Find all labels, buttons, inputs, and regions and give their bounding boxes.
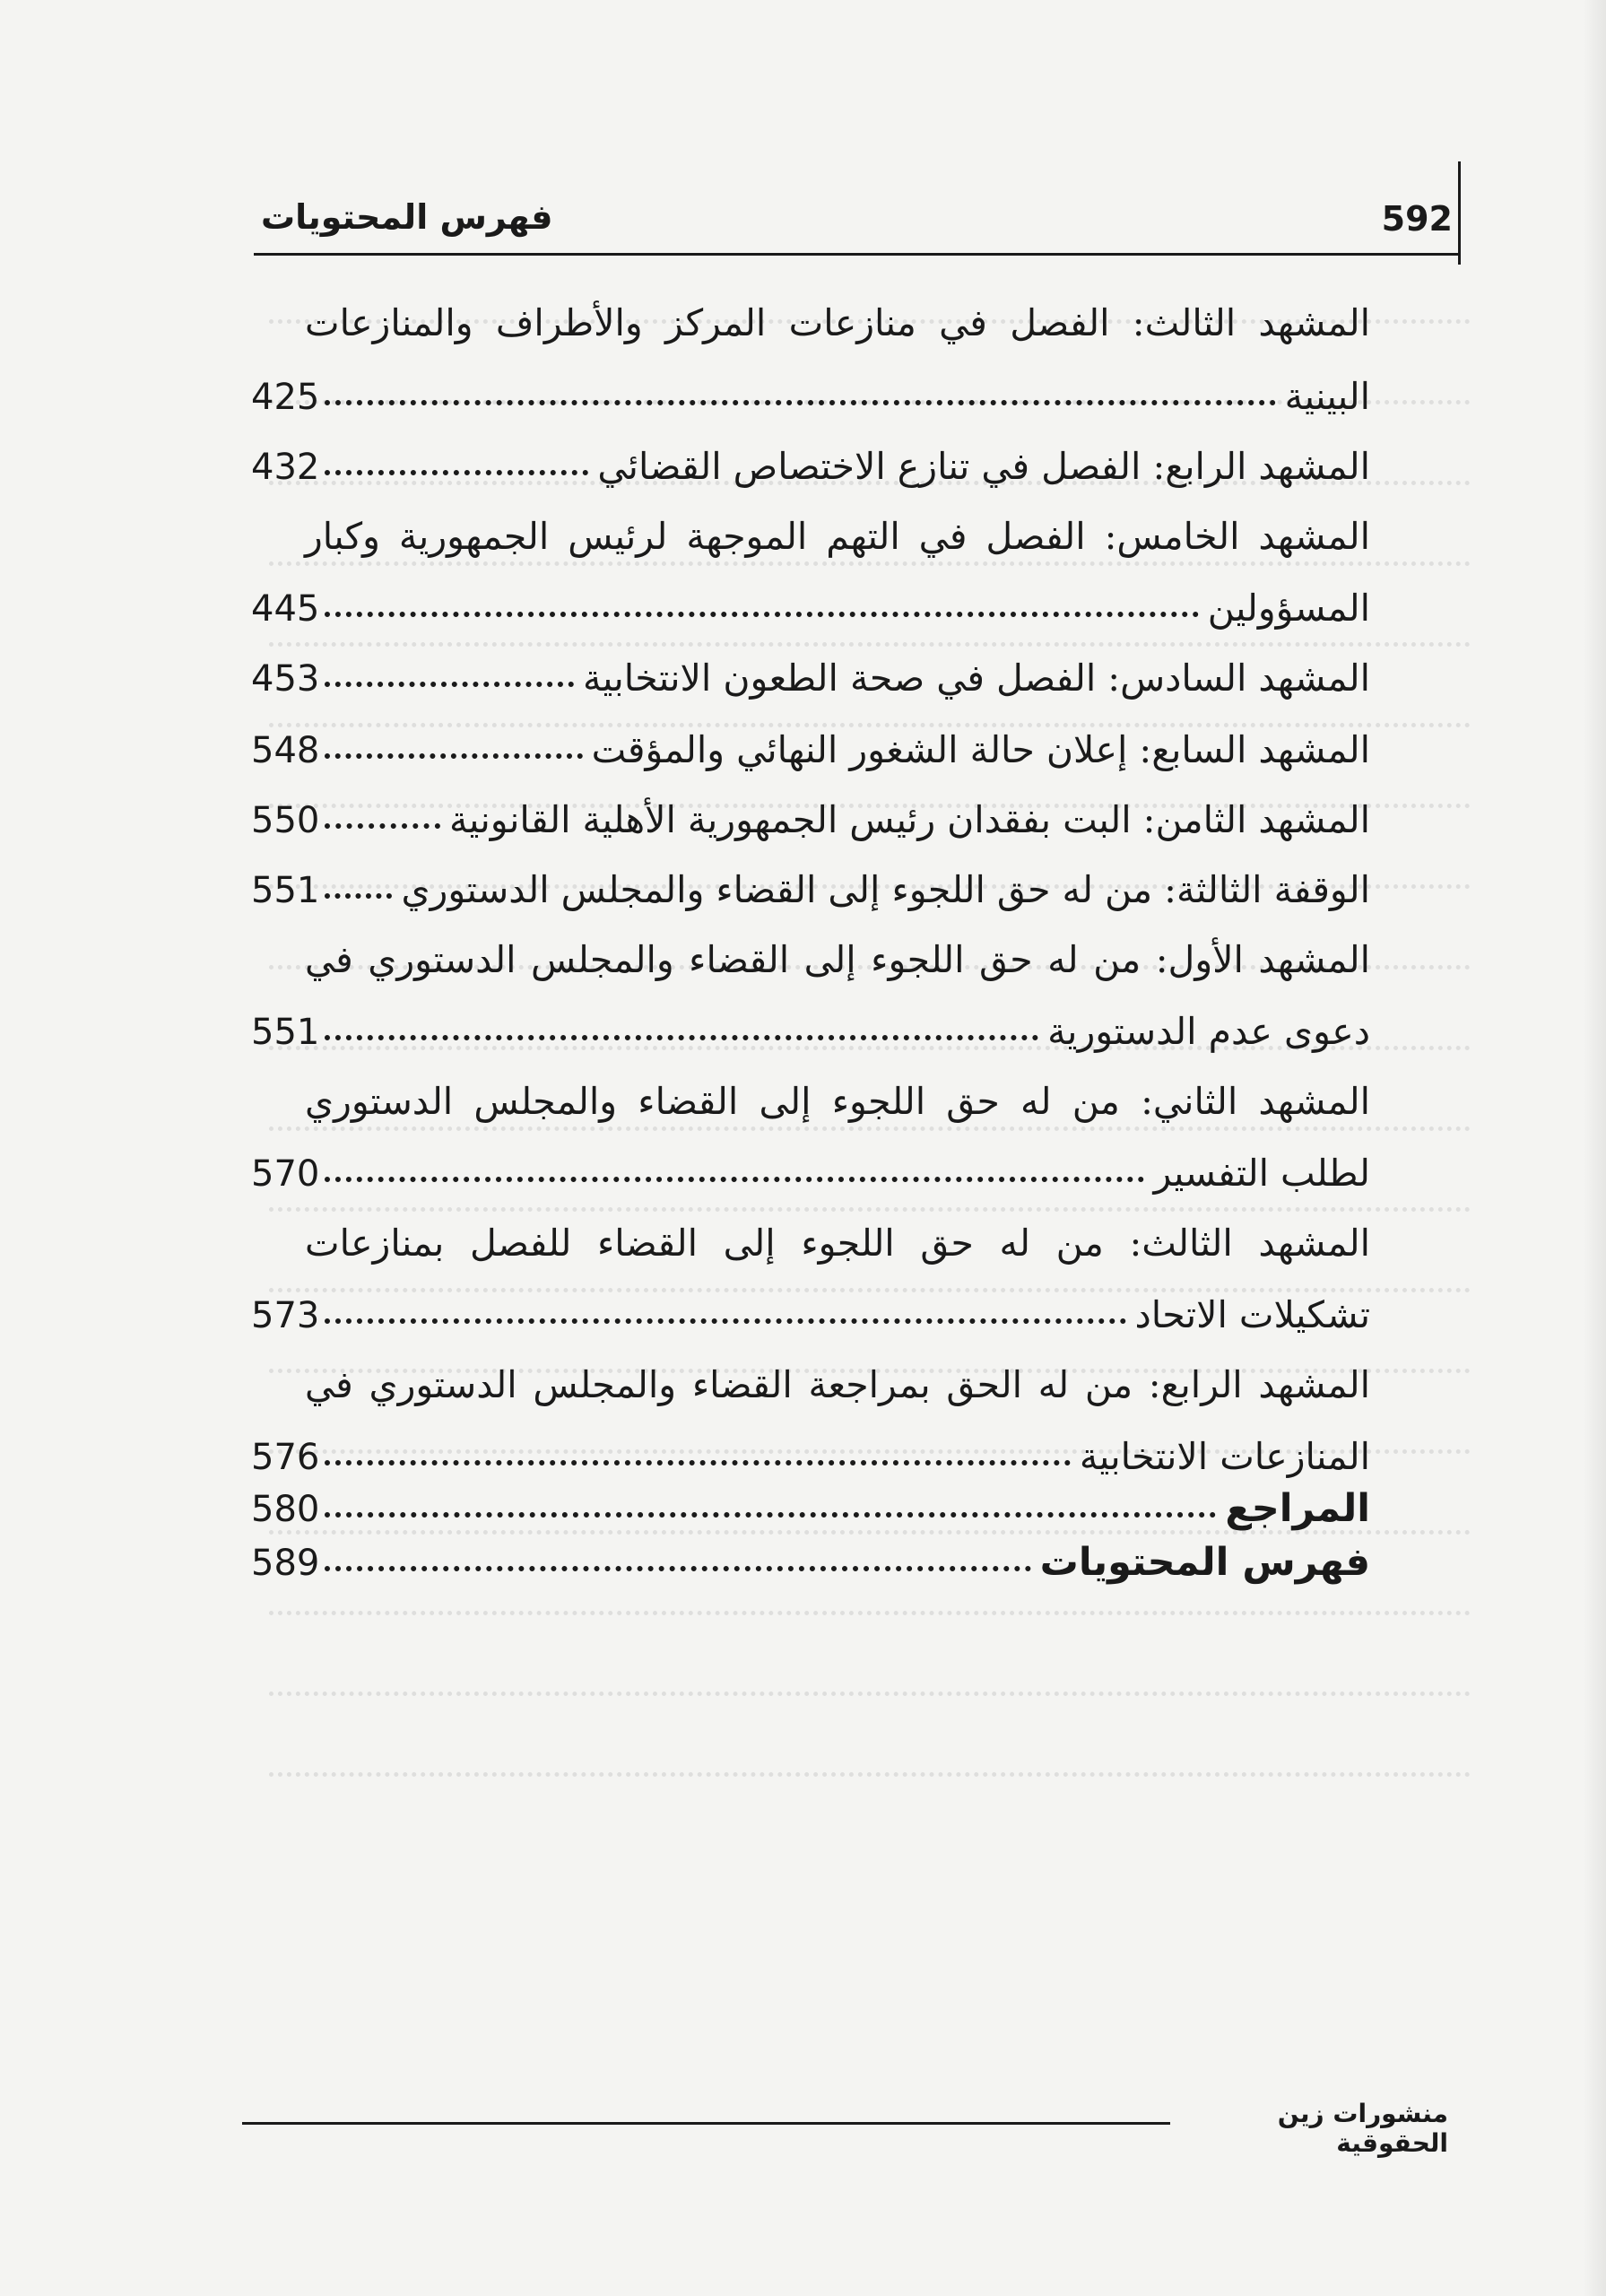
toc-entry-title: المشهد الرابع: الفصل في تنازع الاختصاص القضائي [597, 445, 1370, 488]
toc-entry-title: الوقفة الثالثة: من له حق اللجوء إلى القضاء والمجلس الدستوري [401, 868, 1370, 911]
toc-entry-title: البينية [1284, 375, 1370, 418]
dot-leader [325, 646, 574, 687]
page-header [254, 179, 1460, 256]
footer-rule [242, 2122, 1170, 2125]
toc-entry [251, 1207, 1370, 1279]
toc-entry-title: المشهد السادس: الفصل في صحة الطعون الانتخابية [583, 657, 1370, 700]
toc-entry [251, 994, 1370, 1065]
toc-page-number: 551 [251, 870, 320, 911]
toc-entry [251, 1135, 1370, 1207]
toc-page-number: 550 [251, 800, 320, 841]
toc-page-number: 453 [251, 658, 320, 700]
dot-leader [325, 857, 392, 899]
toc-entry [251, 782, 1370, 854]
toc-entry-title: دعوى عدم الدستورية [1047, 1010, 1370, 1053]
toc-entry-title: المشهد الثاني: من له حق اللجوء إلى القضاء والمجلس الدستوري [305, 1080, 1370, 1123]
toc-entry [251, 500, 1370, 572]
publisher-name: منشورات زين الحقوقية [1277, 2099, 1448, 2158]
toc-entry [251, 924, 1370, 996]
toc-page-number: 580 [251, 1489, 320, 1530]
dot-leader [325, 1530, 1030, 1571]
toc-entry [251, 1065, 1370, 1137]
toc-entry-row [251, 721, 1370, 778]
toc-entry [251, 359, 1370, 430]
toc-entry-title: المراجع [1225, 1486, 1370, 1531]
toc-entry-row [251, 1003, 1370, 1059]
toc-entry-row [251, 438, 1370, 494]
dot-leader [325, 434, 588, 475]
toc-entry [251, 712, 1370, 784]
toc-entry-title: لطلب التفسير [1153, 1152, 1370, 1195]
toc-entry-title: فهرس المحتويات [1039, 1540, 1370, 1585]
toc-entry [251, 1277, 1370, 1349]
toc-entry [251, 429, 1370, 500]
dot-leader [325, 1476, 1216, 1518]
toc-entry [251, 1525, 1370, 1596]
toc-entry-row [251, 368, 1370, 424]
toc-page-number: 548 [251, 730, 320, 771]
toc-entry-row [251, 1286, 1370, 1343]
toc-page-number: 445 [251, 588, 320, 630]
toc-entry [251, 1349, 1370, 1421]
toc-entry-title: المشهد الخامس: الفصل في التهم الموجهة لرئيس الجمهورية وكبار [305, 515, 1370, 558]
toc-page-number: 551 [251, 1012, 320, 1053]
running-title: فهرس المحتويات [261, 197, 553, 237]
toc-entry-row [251, 649, 1370, 706]
toc-entry-row [251, 579, 1370, 636]
toc-entry [251, 852, 1370, 924]
dot-leader [325, 1141, 1144, 1182]
toc-entry-row [251, 861, 1370, 918]
toc-entry-title: المنازعات الانتخابية [1079, 1435, 1370, 1478]
dot-leader [325, 576, 1198, 617]
dot-leader [325, 718, 582, 759]
page-edge-shadow [1583, 0, 1606, 2296]
table-of-contents [251, 269, 1370, 1794]
page-number: 592 [1381, 199, 1453, 239]
dot-leader [325, 1283, 1125, 1324]
toc-entry-title: المسؤولين [1207, 587, 1370, 630]
toc-entry-row [251, 791, 1370, 848]
dot-leader [325, 787, 440, 829]
toc-page-number: 570 [251, 1153, 320, 1195]
toc-page-number: 589 [251, 1543, 320, 1584]
toc-entry-title: المشهد الرابع: من له الحق بمراجعة القضاء والمجلس الدستوري في [305, 1363, 1370, 1406]
toc-page-number: 425 [251, 377, 320, 418]
toc-entry-row [251, 1534, 1370, 1590]
toc-page-number: 576 [251, 1437, 320, 1478]
toc-entry-title: المشهد الثالث: الفصل في منازعات المركز والأطراف والمنازعات [305, 301, 1370, 344]
toc-page-number: 432 [251, 447, 320, 488]
toc-entry [251, 570, 1370, 642]
toc-entry-title: المشهد السابع: إعلان حالة الشغور النهائي والمؤقت [591, 728, 1370, 771]
dot-leader [325, 999, 1038, 1040]
toc-entry-row [251, 1144, 1370, 1201]
toc-entry-title: المشهد الثامن: البت بفقدان رئيس الجمهورية الأهلية القانونية [449, 798, 1370, 841]
toc-entry-title: تشكيلات الاتحاد [1134, 1293, 1370, 1336]
header-vertical-rule [1458, 161, 1461, 265]
toc-page-number: 573 [251, 1295, 320, 1336]
dot-leader [325, 1424, 1071, 1465]
toc-entry-title: المشهد الأول: من له حق اللجوء إلى القضاء والمجلس الدستوري في [305, 938, 1370, 981]
toc-entry [251, 287, 1370, 359]
dot-leader [325, 364, 1275, 405]
toc-entry-title: المشهد الثالث: من له حق اللجوء إلى القضاء للفصل بمنازعات [305, 1222, 1370, 1265]
toc-entry [251, 640, 1370, 712]
